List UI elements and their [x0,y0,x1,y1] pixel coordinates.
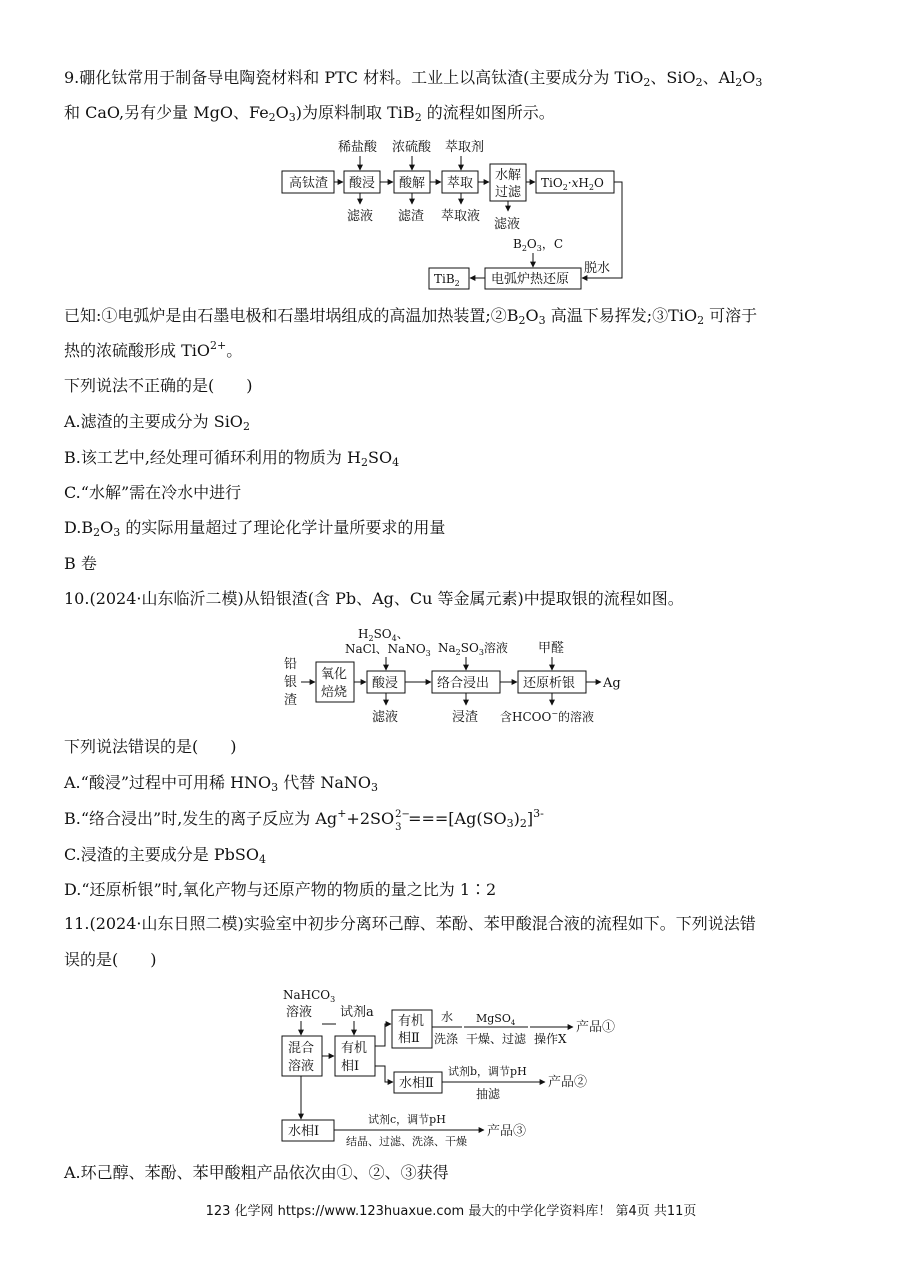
q9-reagent-h2so4: 浓硫酸 [392,140,432,155]
svg-text:焙烧: 焙烧 [321,685,348,700]
svg-text:操作X: 操作X [534,1032,567,1046]
svg-text:洗涤: 洗涤 [434,1032,459,1046]
svg-text:浸渣: 浸渣 [452,710,479,725]
q9-option-d: $D.B_2O_3$ 的实际用量超过了理论化学计量所要求的用量 [64,518,446,539]
svg-text:过滤: 过滤 [495,185,522,200]
svg-text:试剂b，调节pH: 试剂b，调节pH [448,1065,527,1078]
svg-text:氧化: 氧化 [321,667,348,682]
q10-reagent3: 甲醛 [538,641,565,656]
q9-reagent-hcl: 稀盐酸 [338,140,378,155]
svg-text:渣: 渣 [284,693,298,708]
q9-b2o3-c-label: $B_2O_3$，C [513,237,564,253]
q9-flowchart [282,139,622,289]
svg-text:试剂c，调节pH: 试剂c，调节pH [368,1113,446,1126]
svg-text:NaHCO3: NaHCO$_3$ [283,988,336,1004]
svg-text:有机: 有机 [398,1014,425,1029]
svg-text:萃取: 萃取 [447,176,474,191]
q10-flowchart [284,627,621,725]
svg-text:滤液: 滤液 [372,710,399,725]
svg-text:水解: 水解 [495,168,522,183]
svg-text:抽滤: 抽滤 [476,1087,501,1101]
svg-text:相Ⅰ: 相Ⅰ [341,1059,360,1074]
svg-text:MgSO4: MgSO$_4$ [476,1012,516,1027]
q9-question: 下列说法不正确的是( ) [64,376,253,395]
q9-known-line1: 已知:①电弧炉是由石墨电极和石墨坩埚组成的高温加热装置$;②B_2O_3$ 高温下易挥发;③TiO$_2$ 可溶于 [64,306,758,327]
q9-out-filtrate1: 滤液 [347,209,374,224]
svg-text:水: 水 [441,1010,454,1024]
svg-text:溶液: 溶液 [288,1059,315,1074]
q10-stem: 10.(2024·山东临沂二模)从铅银渣(含 Pb、Ag、Cu 等金属元素)中提取银的流程如图。 [64,589,684,608]
q9-stem-line2: 和 CaO,另有少量 MgO、$Fe_2O_3$)为原料制取 TiB$_2$ 的流程如图所示。 [64,103,555,124]
svg-text:水相Ⅰ: 水相Ⅰ [288,1124,320,1139]
q10-question: 下列说法错误的是( ) [64,737,237,756]
svg-text:TiO2·xH2O: $TiO_2\cdot xH_2O$ [541,176,604,192]
svg-text:TiB2: TiB$_2$ [434,272,460,288]
q9-reagent-extractant: 萃取剂 [445,140,485,155]
q9-stem-line1: 9.硼化钛常用于制备导电陶瓷材料和 PTC 材料。工业上以高钛渣(主要成分为 TiO$_2$、SiO$_2$、$Al_2O_3$ [64,68,763,89]
q10-reagent1-line2: NaCl、NaNO$_3$ [345,642,431,658]
svg-text:结晶、过滤、洗涤、干燥: 结晶、过滤、洗涤、干燥 [346,1135,467,1148]
q11-flowchart [282,988,615,1148]
svg-text:相Ⅱ: 相Ⅱ [398,1031,420,1046]
svg-text:铅: 铅 [284,657,298,672]
section-b-heading: B 卷 [64,554,97,573]
svg-text:银: 银 [284,675,298,690]
svg-text:试剂a: 试剂a [340,1005,374,1020]
q10-option-c: C.浸渣的主要成分是 PbSO$_4$ [64,845,266,866]
q9-out-residue: 滤渣 [398,209,425,224]
svg-text:干燥、过滤: 干燥、过滤 [466,1032,527,1046]
q9-out-filtrate2: 滤液 [494,217,521,232]
svg-text:电弧炉热还原: 电弧炉热还原 [491,272,570,287]
svg-text:酸浸: 酸浸 [372,676,399,691]
q11-product3: 产品③ [487,1124,527,1139]
q10-option-b: B.“络合浸出”时,发生的离子反应为 Ag++2SO 2− 3 $===[Ag(SO_3)_2]^{3-}$ [64,807,544,833]
q9-known-line2: 热的浓硫酸形成 TiO$^{2+}$。 [64,339,243,360]
q11-option-a: A.环己醇、苯酚、苯甲酸粗产品依次由①、②、③获得 [64,1163,449,1182]
q10-product-ag: Ag [603,676,621,691]
q11-product2: 产品② [548,1075,588,1090]
svg-text:水相Ⅱ: 水相Ⅱ [399,1076,434,1091]
q9-dehydrate-label: 脱水 [584,261,611,276]
q9-option-b: B.该工艺中,经处理可循环利用的物质为 $H_2SO_4$ [64,448,400,469]
svg-text:高钛渣: 高钛渣 [289,176,329,191]
q11-stem-line2: 误的是( ) [64,950,157,969]
q9-out-extract: 萃取液 [441,209,481,224]
q9-option-c: C.“水解”需在冷水中进行 [64,483,242,502]
svg-text:酸浸: 酸浸 [349,176,376,191]
svg-text:溶液: 溶液 [286,1005,313,1020]
q10-reagent2: $Na_2SO_3$溶液 [438,641,508,657]
svg-text:还原析银: 还原析银 [523,676,576,691]
q10-option-d: D.“还原析银”时,氧化产物与还原产物的物质的量之比为 1∶2 [64,880,497,899]
q9-option-a: A.滤渣的主要成分为 SiO$_2$ [64,412,250,433]
svg-text:含HCOO−的溶液: 含HCOO−的溶液 [500,709,595,724]
svg-text:络合浸出: 络合浸出 [437,676,490,691]
page-footer: 123 化学网 https://www.123huaxue.com 最大的中学化学资料库！ 第4页 共11页 [205,1204,697,1219]
svg-text:有机: 有机 [341,1041,368,1056]
q11-stem-line1: 11.(2024·山东日照二模)实验室中初步分离环己醇、苯酚、苯甲酸混合液的流程如下。下列说法错 [64,914,756,933]
q10-option-a: A.“酸浸”过程中可用稀 $HNO_3$ 代替 NaNO$_3$ [64,773,379,794]
svg-text:混合: 混合 [288,1041,315,1056]
q11-product1: 产品① [576,1020,616,1035]
svg-text:酸解: 酸解 [399,176,426,191]
q10-reagent1-line1: $H_2SO_4$、 [358,627,409,643]
